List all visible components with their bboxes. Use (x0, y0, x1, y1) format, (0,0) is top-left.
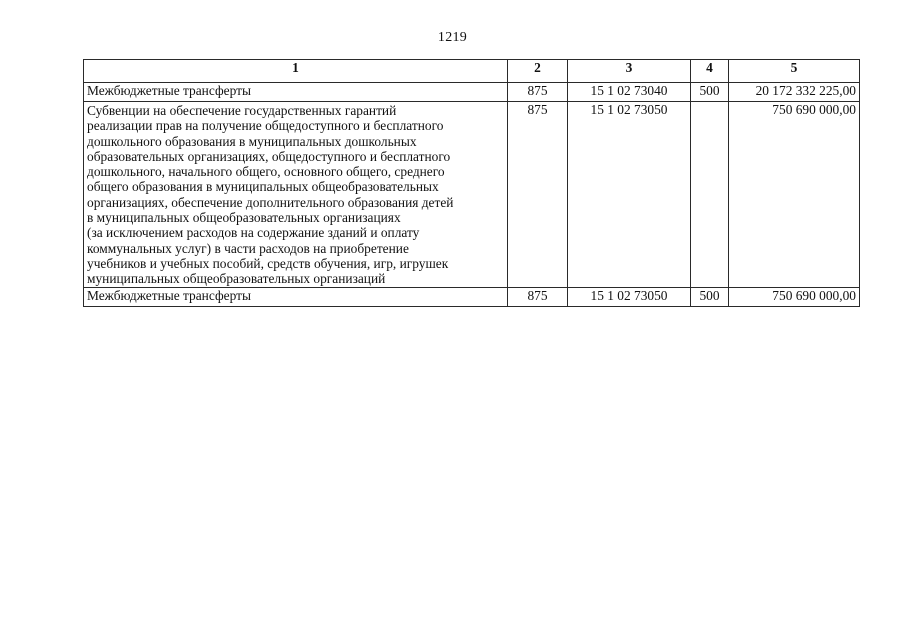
description-line: учебников и учебных пособий, средств обучения, игр, игрушек (87, 255, 449, 271)
row-code-2: 875 (508, 287, 568, 306)
page-number: 1219 (437, 30, 468, 45)
row-amount: 750 690 000,00 (729, 102, 860, 288)
description-line: дошкольного образования в муниципальных дошкольных (87, 133, 417, 149)
table-row (84, 83, 860, 102)
description-line: общего образования в муниципальных общеобразовательных (87, 179, 439, 195)
description-line: дошкольного, начального общего, основного общего, среднего (87, 164, 445, 180)
column-header-5: 5 (729, 60, 860, 83)
row-code-3: 15 1 02 73050 (568, 287, 691, 306)
description-line: организациях, обеспечение дополнительного образования детей (87, 194, 454, 210)
description-line: образовательных организациях, общедоступного и бесплатного (87, 148, 451, 164)
table-row (84, 102, 860, 288)
row-code-4: 500 (691, 83, 729, 102)
row-name (84, 102, 508, 288)
row-amount: 20 172 332 225,00 (729, 83, 860, 102)
row-code-2: 875 (508, 83, 568, 102)
table-header-row (84, 60, 860, 83)
subvention-description (87, 102, 504, 287)
column-header-3: 3 (568, 60, 691, 83)
row-code-3: 15 1 02 73050 (568, 102, 691, 288)
table-row (84, 287, 860, 306)
column-header-4: 4 (691, 60, 729, 83)
row-code-4 (691, 102, 729, 288)
description-line: муниципальных общеобразовательных организаций (87, 271, 386, 287)
row-code-4: 500 (691, 287, 729, 306)
row-name: Межбюджетные трансферты (84, 83, 508, 102)
description-line: реализации прав на получение общедоступного и бесплатного (87, 118, 444, 134)
row-amount: 750 690 000,00 (729, 287, 860, 306)
row-name: Межбюджетные трансферты (84, 287, 508, 306)
row-code-3: 15 1 02 73040 (568, 83, 691, 102)
row-code-2: 875 (508, 102, 568, 288)
description-line: (за исключением расходов на содержание зданий и оплату (87, 225, 420, 241)
column-header-2: 2 (508, 60, 568, 83)
description-line: Субвенции на обеспечение государственных гарантий (87, 103, 397, 118)
budget-table (83, 59, 860, 307)
description-line: в муниципальных общеобразовательных организациях (87, 210, 401, 226)
description-line: коммунальных услуг) в части расходов на приобретение (87, 240, 409, 256)
column-header-1: 1 (84, 60, 508, 83)
